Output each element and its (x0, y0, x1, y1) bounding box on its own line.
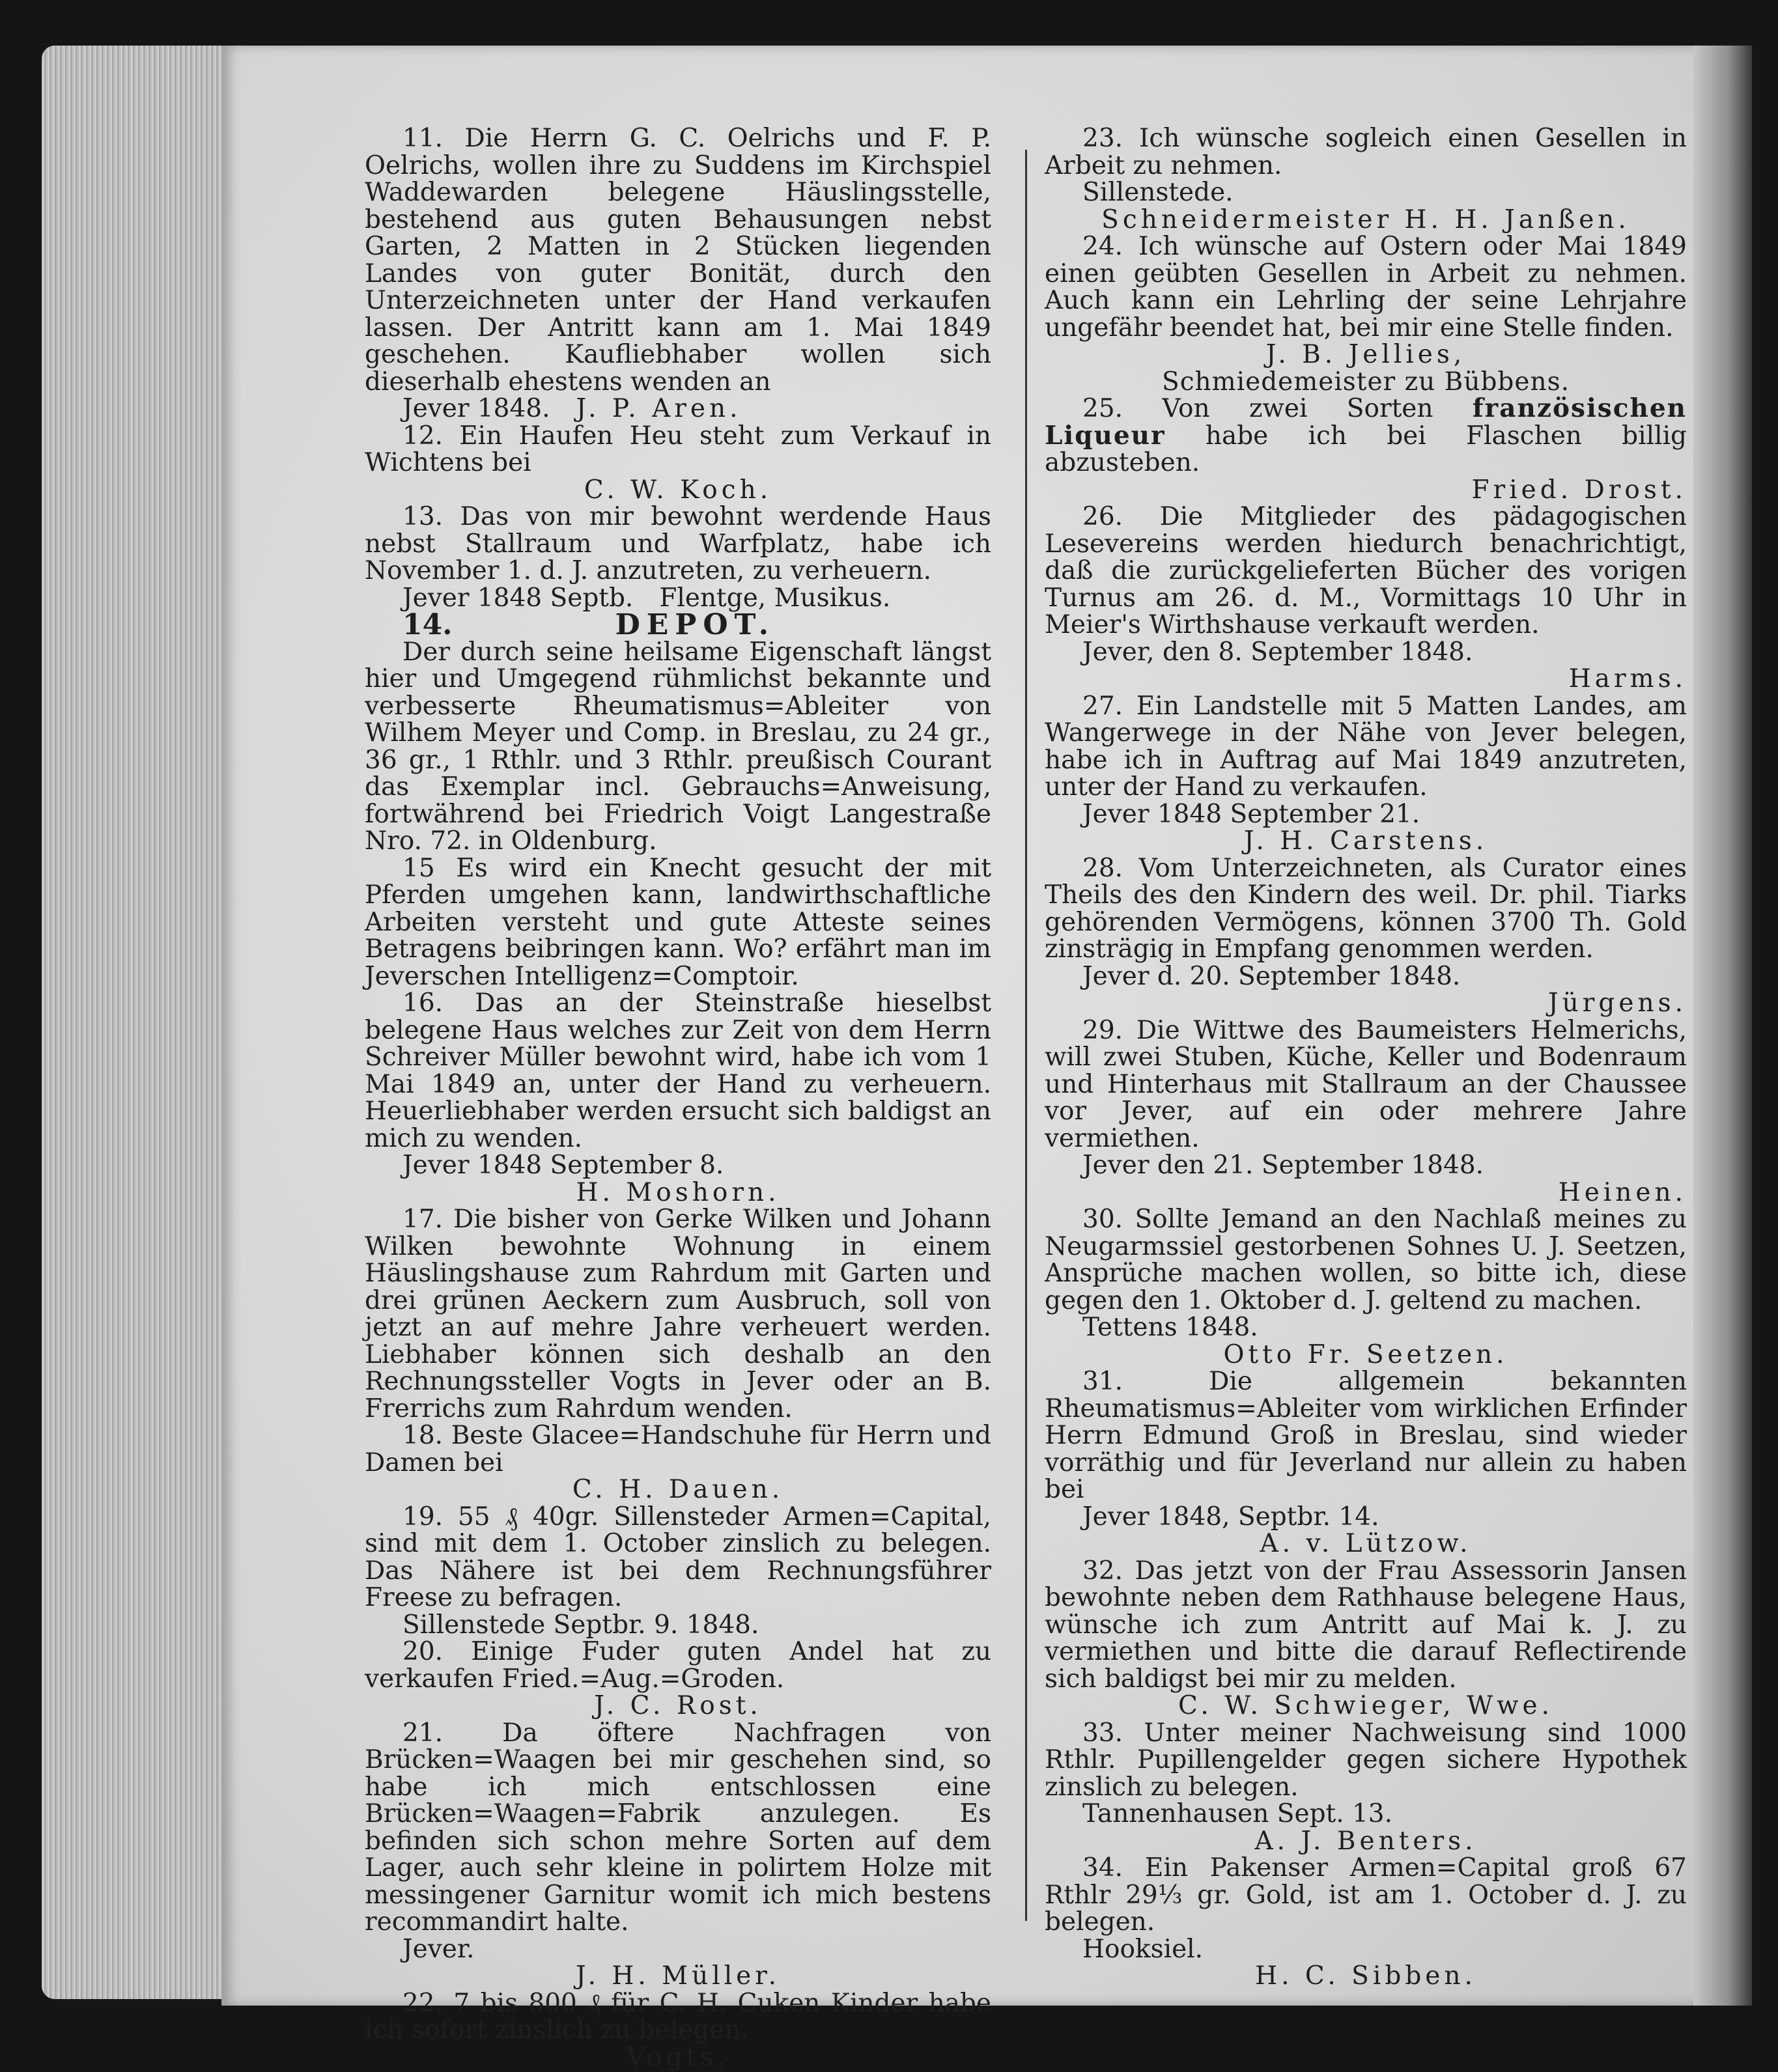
ad-25-bold: französischen Liqueur (1045, 393, 1687, 451)
ad-12-text: 12. Ein Haufen Heu steht zum Verkauf in Wichtens bei (365, 421, 991, 477)
ad-16-text: 16. Das an der Steinstraße hieselbst belegene Haus welches zur Zeit von dem Herrn Schreiver Müller bewohnt wird, habe ich vom 1 Mai 1849 an, unter der Hand zu verheuern. Heuerliebhaber werden ersucht sich baldigst an mich zu wenden. (365, 988, 991, 1153)
ad-11-place: Jever 1848. (402, 394, 550, 423)
ad-11-signature-line (365, 395, 991, 423)
ad-31-signature: A. v. Lützow. (1260, 1529, 1472, 1558)
ad-31-place: Jever 1848, Septbr. 14. (1082, 1502, 1379, 1532)
ad-26-place: Jever, den 8. September 1848. (1082, 637, 1473, 667)
column-divider (1025, 150, 1027, 1921)
ad-29-place: Jever den 21. September 1848. (1082, 1151, 1484, 1180)
ad-27-text: 27. Ein Landstelle mit 5 Matten Landes, am Wangerwege in der Nähe von Jever belegen, habe ich in Auftrag auf Mai 1849 anzutreten, unter der Hand zu verkaufen. (1045, 691, 1687, 802)
ad-21-place: Jever. (402, 1934, 475, 1964)
ad-32-text: 32. Das jetzt von der Frau Assessorin Jansen bewohnte neben dem Rathhause belegene Haus, wünsche ich zum Antritt auf Mai k. J. zu vermiethen und bitte die darauf Reflectirende sich baldigst bei mir zu melden. (1045, 1556, 1687, 1694)
ad-13-signature: Flentge, Musikus. (659, 583, 891, 613)
ad-25-text (1045, 395, 1687, 477)
ad-26-signature: Harms. (1568, 664, 1687, 693)
ad-23-place: Sillenstede. (1082, 178, 1234, 207)
ad-28-signature: Jürgens. (1548, 988, 1687, 1018)
ad-25-post: habe ich bei Flaschen billig abzusteben. (1045, 421, 1687, 477)
ad-25-signature: Fried. Drost. (1471, 475, 1687, 505)
ad-16-place: Jever 1848 September 8. (402, 1151, 724, 1180)
left-column (365, 125, 991, 2071)
book-gutter (1693, 46, 1752, 2006)
ad-28-text: 28. Vom Unterzeichneten, als Curator eines Theils des den Kindern des weil. Dr. phil. Tiarks gehörenden Vermögens, können 3700 Th. Gold zinsträgig in Empfang genommen werden. (1045, 853, 1687, 964)
ad-20-signature: J. C. Rost. (594, 1691, 762, 1720)
ad-12-signature: C. W. Koch. (584, 475, 772, 505)
ad-26-text: 26. Die Mitglieder des pädagogischen Lesevereins werden hiedurch benachrichtigt, daß die zurückgelieferten Bücher des vorigen Turnus am 26. d. M., Vormittags 10 Uhr in Meier's Wirthshause verkauft werden. (1045, 502, 1687, 639)
ad-17-text: 17. Die bisher von Gerke Wilken und Johann Wilken bewohnte Wohnung in einem Häuslingshause zum Rahrdum mit Garten und drei grünen Aeckern zum Ausbruch, soll von jetzt an auf mehre Jahre verheuert werden. Liebhaber können sich deshalb an den Rechnungssteller Vogts in Jever oder an B. Frerrichs zum Rahrdum wenden. (365, 1205, 991, 1423)
ad-24-text: 24. Ich wünsche auf Ostern oder Mai 1849 einen geübten Gesellen in Arbeit zu nehmen. Auch kann ein Lehrling der seine Lehrjahre ungefähr beendet hat, bei mir eine Stelle finden. (1045, 232, 1687, 343)
ad-14-title: DEPOT. (615, 608, 776, 641)
ad-18-signature: C. H. Dauen. (572, 1475, 784, 1504)
ad-19-place: Sillenstede Septbr. 9. 1848. (402, 1610, 759, 1640)
ad-34-place: Hooksiel. (1082, 1934, 1204, 1964)
ad-18-text: 18. Beste Glacee=Handschuhe für Herrn und Damen bei (365, 1421, 991, 1477)
ad-34-signature: H. C. Sibben. (1255, 1961, 1476, 1991)
ad-11-signature: J. P. Aren. (576, 394, 742, 423)
ad-21-text: 21. Da öftere Nachfragen von Brücken=Waagen bei mir geschehen sind, so habe ich mich entschlossen eine Brücken=Waagen=Fabrik anzulegen. Es befinden sich schon mehre Sorten auf dem Lager, auch sehr kleine in polirtem Holze mit messingener Garnitur womit ich mich bestens recommandirt halte. (365, 1718, 991, 1937)
ad-11-text: 11. Die Herrn G. C. Oelrichs und F. P. Oelrichs, wollen ihre zu Suddens im Kirchspiel Waddewarden belegene Häuslingsstelle, bestehend aus guten Behausungen nebst Garten, 2 Matten in 2 Stücken liegenden Landes von guter Bonität, durch den Unterzeichneten unter der Hand verkaufen lassen. Der Antritt kann am 1. Mai 1849 geschehen. Kaufliebhaber wollen sich dieserhalb ehestens wenden an (365, 124, 991, 397)
ad-16-signature: H. Moshorn. (576, 1177, 780, 1207)
ad-13-signature-line (365, 585, 991, 612)
ad-20-text: 20. Einige Fuder guten Andel hat zu verkaufen Fried.=Aug.=Groden. (365, 1637, 991, 1694)
right-column (1045, 125, 1687, 1990)
ad-33-signature: A. J. Benters. (1254, 1826, 1477, 1856)
ad-30-signature: Otto Fr. Seetzen. (1223, 1339, 1508, 1369)
ad-33-text: 33. Unter meiner Nachweisung sind 1000 Rthlr. Pupillengelder gegen sichere Hypothek zinslich zu belegen. (1045, 1718, 1687, 1802)
ad-23-text: 23. Ich wünsche sogleich einen Gesellen in Arbeit zu nehmen. (1045, 124, 1687, 180)
ad-14-heading (365, 608, 991, 641)
ad-31-text: 31. Die allgemein bekannten Rheumatismus=Ableiter vom wirklichen Erfinder Herrn Edmund Groß in Breslau, sind wieder vorräthig und für Jeverland nur allein zu haben bei (1045, 1367, 1687, 1504)
ad-14-number: 14. (402, 608, 453, 641)
ad-24-signature: J. B. Jellies, (1265, 340, 1466, 369)
ad-15-text: 15 Es wird ein Knecht gesucht der mit Pferden umgehen kann, landwirthschaftliche Arbeiten versteht und gute Atteste seines Betragens beibringen kann. Wo? erfährt man im Jeverschen Intelligenz=Comptoir. (365, 853, 991, 991)
ad-27-signature: J. H. Carstens. (1243, 826, 1488, 856)
book-page-edges (42, 46, 244, 1999)
ad-32-signature: C. W. Schwieger, Wwe. (1178, 1691, 1554, 1720)
ad-27-place: Jever 1848 September 21. (1082, 799, 1420, 829)
ad-24-signature-title: Schmiedemeister zu Bübbens. (1162, 367, 1570, 397)
ad-22-signature: Vogts. (627, 2042, 729, 2072)
ad-30-place: Tettens 1848. (1082, 1313, 1258, 1342)
ad-21-signature: J. H. Müller. (575, 1961, 781, 1991)
ad-14-text: Der durch seine heilsame Eigenschaft längst hier und Umgegend rühmlichst bekannte und verbesserte Rheumatismus=Ableiter von Wilhem Meyer und Comp. in Breslau, zu 24 gr., 36 gr., 1 Rthlr. und 3 Rthlr. preußisch Courant das Exemplar incl. Gebrauchs=Anweisung, fortwährend bei Friedrich Voigt Langestraße Nro. 72. in Oldenburg. (365, 637, 991, 856)
ad-19-text: 19. 55 ₰ 40gr. Sillensteder Armen=Capital, sind mit dem 1. October zinslich zu belegen. Das Nähere ist bei dem Rechnungsführer Freese zu befragen. (365, 1502, 991, 1612)
ad-25-pre: 25. Von zwei Sorten (1082, 394, 1433, 423)
ad-30-text: 30. Sollte Jemand an den Nachlaß meines zu Neugarmssiel gestorbenen Sohnes U. J. Seetzen, Ansprüche machen wollen, so bitte ich, diese gegen den 1. Oktober d. J. geltend zu machen. (1045, 1205, 1687, 1315)
ad-34-text: 34. Ein Pakenser Armen=Capital groß 67 Rthlr 29⅓ gr. Gold, ist am 1. October d. J. zu belegen. (1045, 1853, 1687, 1937)
ad-28-place: Jever d. 20. September 1848. (1082, 961, 1461, 991)
ad-29-text: 29. Die Wittwe des Baumeisters Helmerichs, will zwei Stuben, Küche, Keller und Bodenraum und Hinterhaus mit Stallraum an der Chaussee vor Jever, auf ein oder mehrere Jahre vermiethen. (1045, 1015, 1687, 1153)
ad-13-text: 13. Das von mir bewohnt werdende Haus nebst Stallraum und Warfplatz, habe ich November 1. d. J. anzutreten, zu verheuern. (365, 502, 991, 585)
ad-29-signature: Heinen. (1558, 1177, 1687, 1207)
ad-22-text: 22. 7 bis 800 ₰ für C. H. Cuken Kinder habe ich sofort zinslich zu belegen. (365, 1988, 991, 2045)
ad-23-signature: Schneidermeister H. H. Janßen. (1101, 204, 1630, 234)
ad-33-place: Tannenhausen Sept. 13. (1082, 1799, 1393, 1828)
ad-13-place: Jever 1848 Septb. (402, 583, 634, 613)
